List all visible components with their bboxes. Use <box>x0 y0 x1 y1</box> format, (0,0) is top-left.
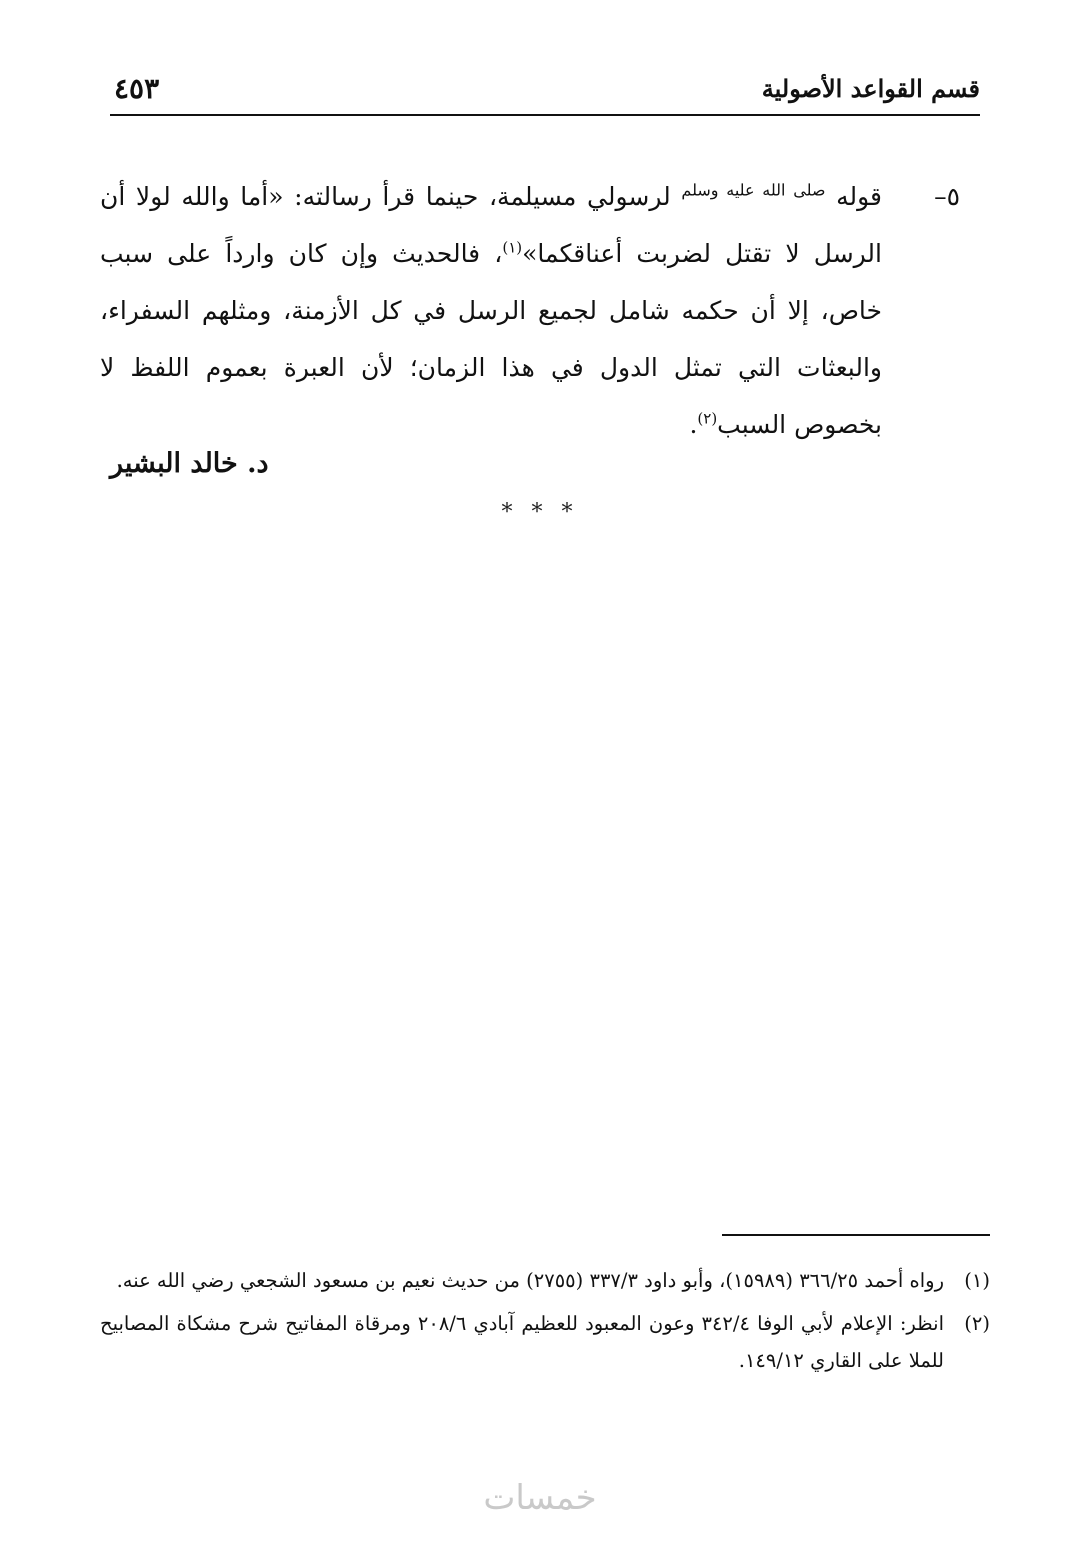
item-number: ٥– <box>934 182 960 211</box>
footnote-divider <box>722 1234 990 1236</box>
footnote-text: رواه أحمد ٣٦٦/٢٥ (١٥٩٨٩)، وأبو داود ٣٣٧/٣ (٢٧٥٥) من حديث نعيم بن مسعود الشجعي رضي الله عنه. <box>116 1269 944 1292</box>
footnote-ref[interactable]: (١) <box>502 238 523 257</box>
item-paragraph <box>100 168 882 453</box>
footnotes <box>100 1262 990 1385</box>
watermark-logo: خمسات <box>483 1478 597 1518</box>
running-title: قسم القواعد الأصولية <box>761 74 980 103</box>
text-end: . <box>689 410 698 439</box>
honorific-phrase: صلى الله عليه وسلم <box>681 180 826 200</box>
text-part: قوله <box>836 182 882 211</box>
footnote-number: (١) <box>964 1269 990 1292</box>
text-part: ، فالحديث وإن كان وارداً على سبب خاص، إلا أن حكمه شامل لجميع الرسل في كل الأزمنة، ومثلهم السفراء، والبعثات التي تمثل الدول في هذا الزمان؛ لأن العبرة بعموم اللفظ لا بخصوص السبب <box>100 239 882 439</box>
footnote-number: (٢) <box>964 1312 990 1335</box>
list-item <box>100 168 970 453</box>
footnote <box>100 1305 990 1379</box>
page-number: ٤٥٣ <box>114 72 160 105</box>
footnote-ref[interactable]: (٢) <box>697 409 718 428</box>
footnote-text: انظر: الإعلام لأبي الوفا ٣٤٢/٤ وعون المعبود للعظيم آبادي ٢٠٨/٦ ومرقاة المفاتيح شرح مشكاة المصابيح للملا على القاري ١٤٩/١٢. <box>100 1312 944 1372</box>
page-header <box>110 72 980 116</box>
footnote <box>100 1262 990 1299</box>
section-separator: * * * <box>501 500 579 525</box>
author-name: د. خالد البشير <box>110 448 269 479</box>
main-text <box>100 168 970 453</box>
text-part: لرسولي مسيلمة، حينما قرأ رسالته: «أما والله لولا أن الرسل لا تقتل لضربت أعناقكما» <box>100 182 882 268</box>
